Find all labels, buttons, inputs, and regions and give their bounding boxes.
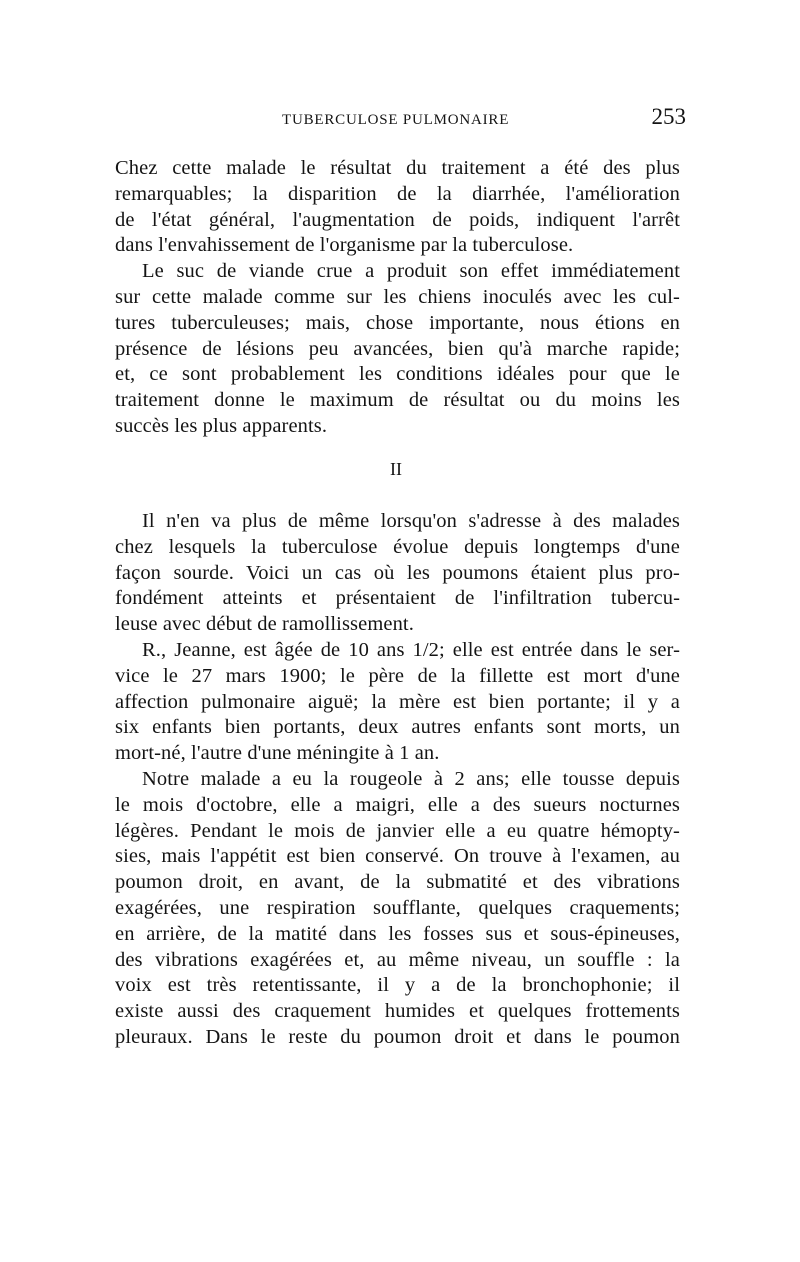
running-title: TUBERCULOSE PULMONAIRE: [282, 112, 510, 128]
text-line: affection pulmonaire aiguë; la mère est bien portante; il y a: [115, 690, 680, 713]
text-line: six enfants bien portants, deux autres enfants sont morts, un: [115, 716, 680, 739]
text-line: pleuraux. Dans le reste du poumon droit et dans le poumon: [115, 1025, 680, 1048]
text-line: traitement donne le maximum de résultat ou du moins les: [115, 389, 680, 412]
text-line: en arrière, de la matité dans les fosses sus et sous-épineuses,: [115, 922, 680, 945]
text-line: exagérées, une respiration soufflante, quelques craquements;: [115, 896, 680, 919]
text-line: mort-né, l'autre d'une méningite à 1 an.: [115, 742, 440, 765]
text-line: des vibrations exagérées et, au même niveau, un souffle : la: [115, 948, 680, 971]
text-line: poumon droit, en avant, de la submatité et des vibrations: [115, 871, 680, 894]
text-line: dans l'envahissement de l'organisme par la tuberculose.: [115, 234, 574, 257]
text-line: sies, mais l'appétit est bien conservé. On trouve à l'examen, au: [115, 845, 680, 868]
text-line: légères. Pendant le mois de janvier elle a eu quatre hémopty-: [115, 819, 680, 842]
text-line: Notre malade a eu la rougeole à 2 ans; elle tousse depuis: [142, 767, 680, 790]
running-header: [270, 104, 686, 134]
text-line: remarquables; la disparition de la diarrhée, l'amélioration: [115, 182, 680, 205]
section-numeral: II: [390, 459, 402, 479]
text-line: existe aussi des craquement humides et quelques frottements: [115, 1000, 680, 1023]
text-line: façon sourde. Voici un cas où les poumons étaient plus pro-: [115, 561, 680, 584]
text-line: Il n'en va plus de même lorsqu'on s'adresse à des malades: [142, 510, 680, 532]
text-line: vice le 27 mars 1900; le père de la fillette est mort d'une: [115, 664, 680, 687]
text-line: tures tuberculeuses; mais, chose importante, nous étions en: [115, 311, 680, 334]
text-line: sur cette malade comme sur les chiens inoculés avec les cul-: [115, 285, 680, 308]
text-line: le mois d'octobre, elle a maigri, elle a des sueurs nocturnes: [115, 793, 680, 816]
text-line: Le suc de viande crue a produit son effet immédiatement: [142, 260, 680, 283]
text-line: succès les plus apparents.: [115, 414, 328, 437]
text-line: chez lesquels la tuberculose évolue depuis longtemps d'une: [115, 535, 680, 558]
text-line: leuse avec début de ramollissement.: [115, 613, 414, 636]
text-block-2: [115, 509, 680, 1051]
text-line: R., Jeanne, est âgée de 10 ans 1/2; elle est entrée dans le ser-: [142, 638, 680, 661]
text-line: et, ce sont probablement les conditions idéales pour que le: [115, 363, 680, 386]
text-line: voix est très retentissante, il y a de la bronchophonie; il: [115, 974, 680, 997]
text-line: fondément atteints et présentaient de l'infiltration tubercu-: [115, 587, 680, 610]
text-block-1: [115, 156, 680, 440]
text-line: présence de lésions peu avancées, bien qu'à marche rapide;: [115, 337, 680, 360]
text-line: de l'état général, l'augmentation de poids, indiquent l'arrêt: [115, 208, 680, 231]
page-number: 253: [651, 104, 686, 129]
text-line: Chez cette malade le résultat du traitement a été des plus: [115, 157, 680, 179]
